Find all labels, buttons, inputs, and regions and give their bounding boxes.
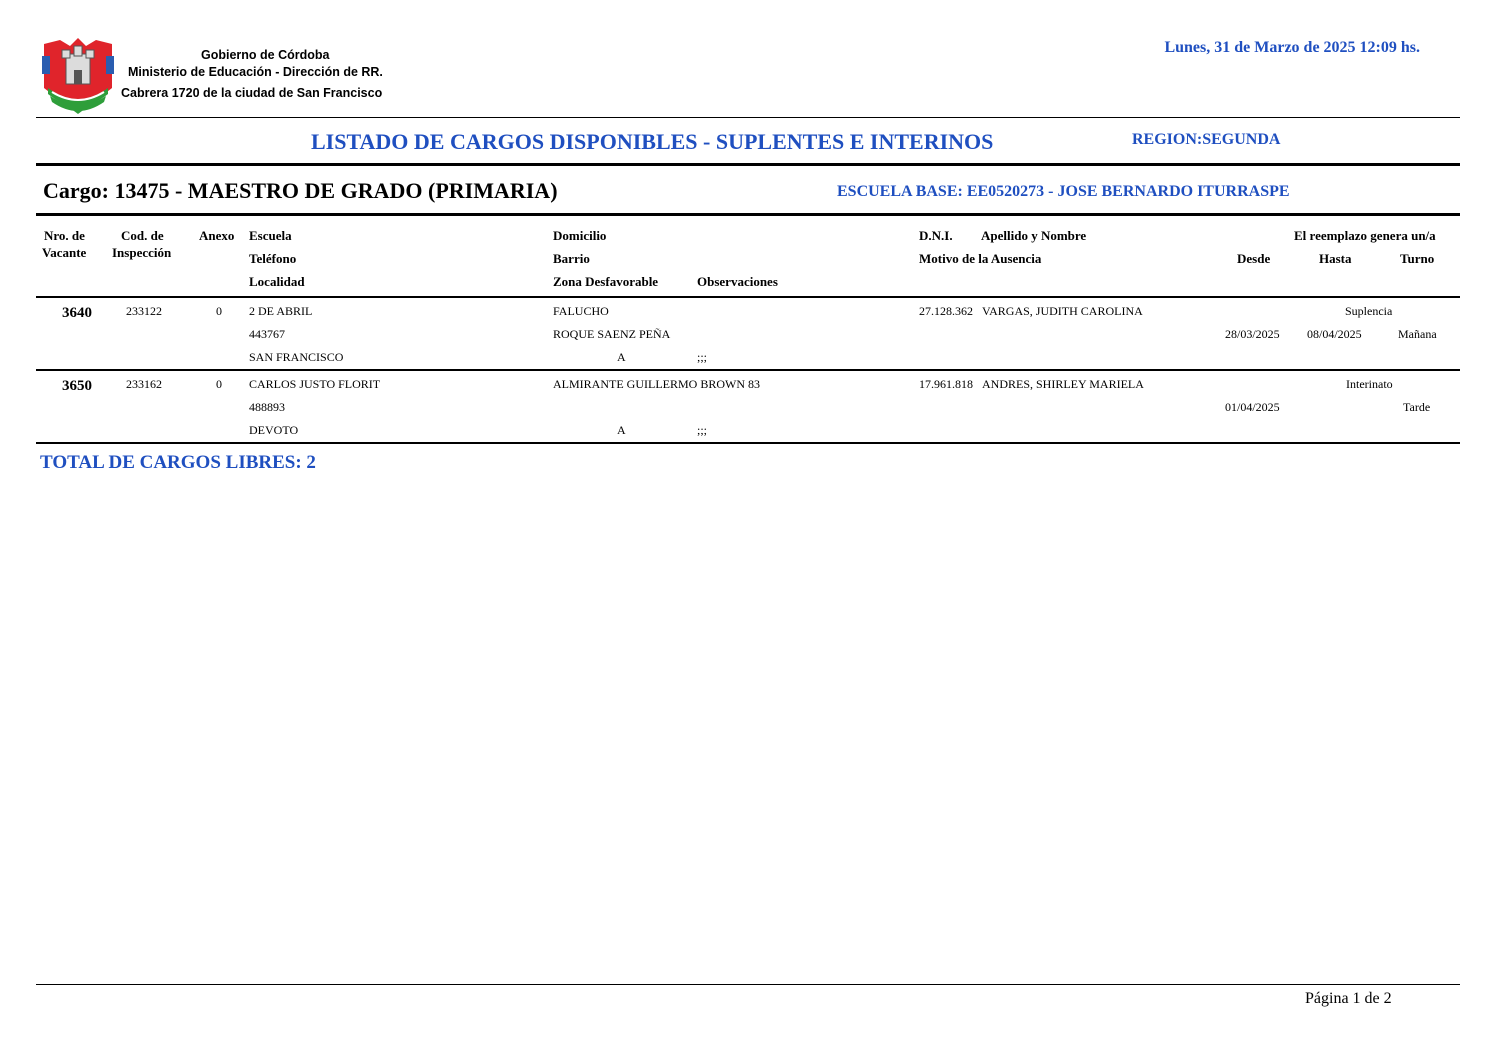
divider: [36, 369, 1460, 371]
footer-divider: [36, 984, 1460, 985]
zona-value: A: [617, 423, 626, 437]
anexo-value: 0: [216, 377, 222, 391]
anexo-value: 0: [216, 304, 222, 318]
apellido-value: ANDRES, SHIRLEY MARIELA: [982, 377, 1144, 391]
divider: [36, 213, 1460, 216]
col-nro-line1: Nro. de: [44, 228, 85, 243]
col-cod-line2: Inspección: [112, 245, 172, 260]
region-label: REGION:SEGUNDA: [1132, 131, 1281, 148]
report-title: LISTADO DE CARGOS DISPONIBLES - SUPLENTES E INTERINOS: [311, 129, 994, 154]
col-domicilio: Domicilio: [553, 228, 607, 243]
divider: [36, 442, 1460, 444]
divider: [36, 296, 1460, 298]
desde-value: 28/03/2025: [1225, 327, 1280, 341]
escuela-value: 2 DE ABRIL: [249, 304, 313, 318]
observaciones-value: ;;;: [697, 423, 708, 437]
col-escuela: Escuela: [249, 228, 292, 243]
observaciones-value: ;;;: [697, 350, 708, 364]
col-localidad: Localidad: [249, 274, 305, 289]
escuela-base: ESCUELA BASE: EE0520273 - JOSE BERNARDO ITURRASPE: [837, 183, 1290, 200]
col-hasta: Hasta: [1319, 251, 1352, 266]
col-anexo: Anexo: [199, 228, 235, 243]
turno-value: Mañana: [1398, 327, 1437, 341]
domicilio-value: ALMIRANTE GUILLERMO BROWN 83: [553, 377, 760, 391]
localidad-value: SAN FRANCISCO: [249, 350, 344, 364]
apellido-value: VARGAS, JUDITH CAROLINA: [982, 304, 1143, 318]
col-desde: Desde: [1237, 251, 1271, 266]
col-reemplazo: El reemplazo genera un/a: [1294, 228, 1436, 243]
org-line-2: Ministerio de Educación - Dirección de RR.: [128, 65, 383, 79]
desde-value: 01/04/2025: [1225, 400, 1280, 414]
tipo-value: Suplencia: [1345, 304, 1393, 318]
cod-inspeccion: 233162: [126, 377, 162, 391]
col-motivo: Motivo de la Ausencia: [919, 251, 1042, 266]
total-cargos-libres: TOTAL DE CARGOS LIBRES: 2: [40, 452, 316, 473]
col-dni: D.N.I.: [919, 228, 953, 243]
telefono-value: 488893: [249, 400, 285, 414]
barrio-value: ROQUE SAENZ PEÑA: [553, 327, 671, 341]
col-nro-line2: Vacante: [42, 245, 87, 260]
col-apellido: Apellido y Nombre: [981, 228, 1087, 243]
divider: [36, 163, 1460, 166]
divider: [36, 117, 1460, 118]
hasta-value: 08/04/2025: [1307, 327, 1362, 341]
coat-of-arms-logo: [40, 36, 116, 114]
report-datetime: Lunes, 31 de Marzo de 2025 12:09 hs.: [1164, 39, 1420, 56]
col-telefono: Teléfono: [249, 251, 297, 266]
col-observaciones: Observaciones: [697, 274, 778, 289]
cod-inspeccion: 233122: [126, 304, 162, 318]
escuela-value: CARLOS JUSTO FLORIT: [249, 377, 381, 391]
dni-value: 27.128.362: [919, 304, 973, 318]
vacante-number: 3650: [62, 378, 92, 394]
zona-value: A: [617, 350, 626, 364]
col-zona: Zona Desfavorable: [553, 274, 659, 289]
col-turno: Turno: [1400, 251, 1435, 266]
vacante-number: 3640: [62, 305, 92, 321]
col-cod-line1: Cod. de: [121, 228, 164, 243]
cargo-title: Cargo: 13475 - MAESTRO DE GRADO (PRIMARIA): [43, 178, 558, 203]
page-number: Página 1 de 2: [1305, 990, 1392, 1007]
org-line-1: Gobierno de Córdoba: [201, 48, 330, 62]
telefono-value: 443767: [249, 327, 285, 341]
org-line-3: Cabrera 1720 de la ciudad de San Francisco: [121, 86, 383, 100]
tipo-value: Interinato: [1346, 377, 1393, 391]
turno-value: Tarde: [1403, 400, 1431, 414]
domicilio-value: FALUCHO: [553, 304, 609, 318]
localidad-value: DEVOTO: [249, 423, 299, 437]
dni-value: 17.961.818: [919, 377, 973, 391]
col-barrio: Barrio: [553, 251, 590, 266]
